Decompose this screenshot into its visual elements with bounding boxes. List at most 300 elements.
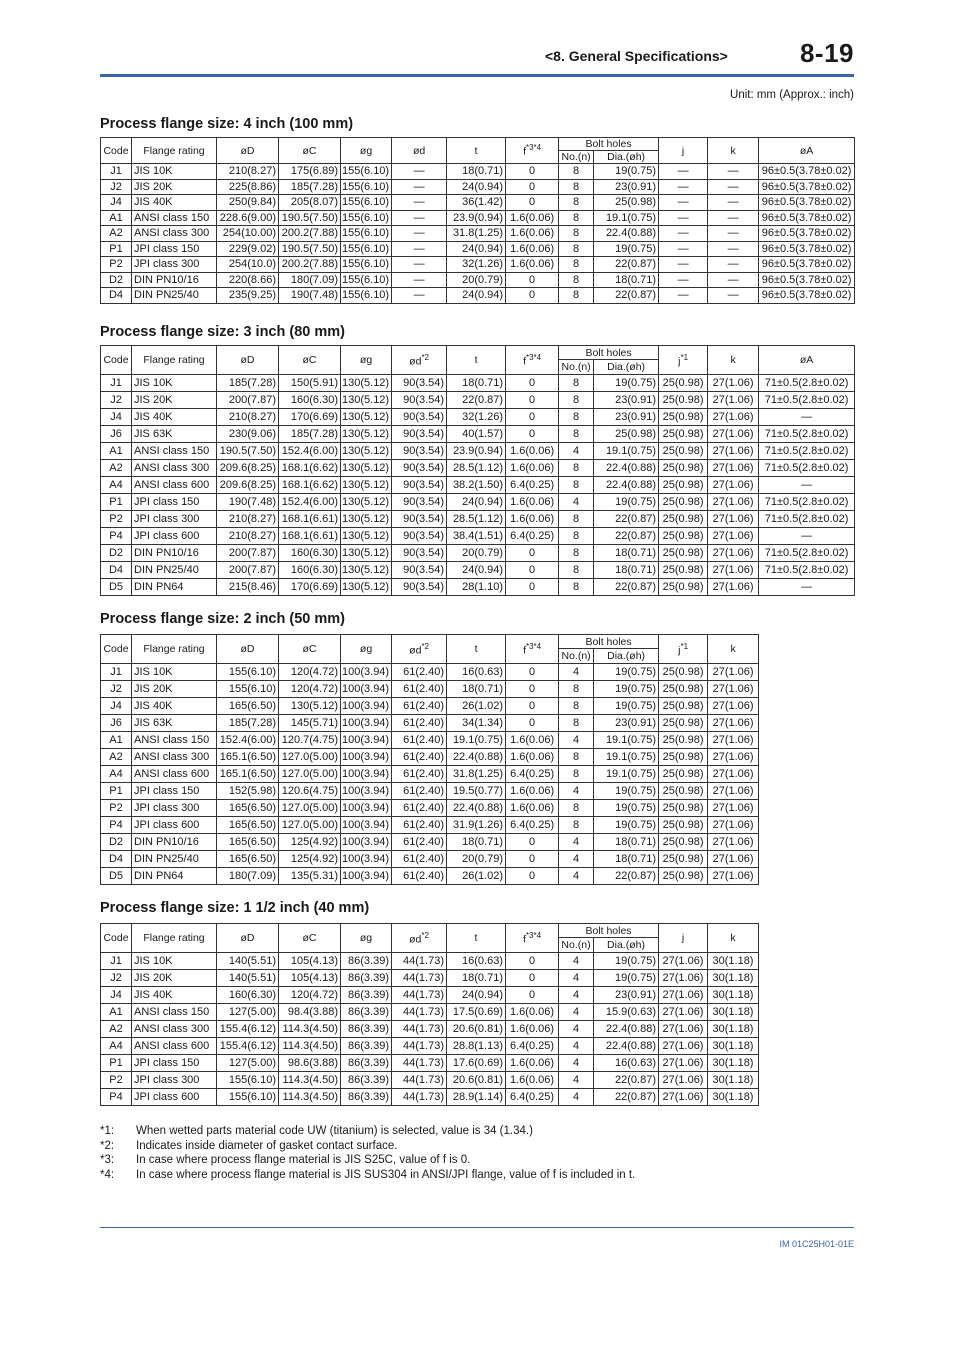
value-cell: 44(1.73) (392, 1055, 447, 1072)
value-cell: 19(0.75) (594, 494, 659, 511)
value-cell: 1.6(0.06) (506, 226, 559, 242)
value-cell: 86(3.39) (341, 1089, 392, 1106)
value-cell: 155(6.10) (341, 226, 392, 242)
footnotes (100, 1124, 635, 1182)
value-cell: 130(5.12) (341, 579, 392, 596)
value-cell: 27(1.06) (659, 1072, 708, 1089)
value-cell: 4 (559, 783, 594, 800)
value-cell: 8 (559, 528, 594, 545)
value-cell: 8 (559, 817, 594, 834)
flange-rating-cell: JPI class 600 (132, 817, 217, 834)
header-f: $f^{*3*4}$ (506, 346, 559, 375)
value-cell: 25(0.98) (659, 511, 708, 528)
value-cell: 30(1.18) (708, 1089, 759, 1106)
flange-rating-cell: ANSI class 150 (132, 1004, 217, 1021)
value-cell: 25(0.98) (659, 409, 708, 426)
value-cell: 155(6.10) (217, 1072, 279, 1089)
value-cell: 8 (559, 477, 594, 494)
value-cell: 27(1.06) (708, 681, 759, 698)
value-cell: 130(5.12) (341, 375, 392, 392)
value-cell: 19(0.75) (594, 164, 659, 180)
value-cell: 0 (506, 953, 559, 970)
value-cell: 8 (559, 766, 594, 783)
flange-rating-cell: ANSI class 300 (132, 1021, 217, 1038)
value-cell: 100(3.94) (341, 851, 392, 868)
value-cell: 114.3(4.50) (279, 1089, 341, 1106)
value-cell: 90(3.54) (392, 460, 447, 477)
header-t: t (447, 924, 506, 953)
flange-rating-cell: JPI class 600 (132, 1089, 217, 1106)
value-cell: 190.5(7.50) (217, 443, 279, 460)
header-bolt-no: No.(n) (559, 938, 594, 953)
value-cell: — (708, 257, 759, 273)
header-og: øg (341, 924, 392, 953)
value-cell: 130(5.12) (341, 443, 392, 460)
value-cell: 27(1.06) (708, 545, 759, 562)
flange-rating-cell: DIN PN10/16 (132, 272, 217, 288)
value-cell: 190.5(7.50) (279, 241, 341, 257)
value-cell: 30(1.18) (708, 1004, 759, 1021)
code-cell: A2 (101, 749, 132, 766)
table-row (101, 1038, 759, 1055)
value-cell: 27(1.06) (708, 477, 759, 494)
header-bolt-holes: Bolt holes (559, 924, 659, 938)
value-cell: 168.1(6.61) (279, 511, 341, 528)
value-cell: 18(0.71) (447, 970, 506, 987)
code-cell: D5 (101, 868, 132, 885)
value-cell: 228.6(9.00) (217, 210, 279, 226)
value-cell: 96±0.5(3.78±0.02) (759, 272, 855, 288)
value-cell: 28(1.10) (447, 579, 506, 596)
code-cell: D5 (101, 579, 132, 596)
header-code: Code (101, 635, 132, 664)
flange-rating-cell: JIS 20K (132, 392, 217, 409)
value-cell: 71±0.5(2.8±0.02) (759, 494, 855, 511)
value-cell: 22(0.87) (447, 392, 506, 409)
value-cell: 100(3.94) (341, 766, 392, 783)
value-cell: 30(1.18) (708, 1055, 759, 1072)
value-cell: 25(0.98) (659, 834, 708, 851)
value-cell: 1.6(0.06) (506, 1072, 559, 1089)
value-cell: 27(1.06) (708, 732, 759, 749)
value-cell: 8 (559, 257, 594, 273)
value-cell: 127.0(5.00) (279, 817, 341, 834)
value-cell: 130(5.12) (279, 698, 341, 715)
value-cell: 114.3(4.50) (279, 1072, 341, 1089)
value-cell: 19.1(0.75) (594, 749, 659, 766)
value-cell: 22(0.87) (594, 579, 659, 596)
value-cell: 24(0.94) (447, 288, 506, 304)
value-cell: 200(7.87) (217, 392, 279, 409)
value-cell: — (659, 272, 708, 288)
value-cell: 155(6.10) (341, 164, 392, 180)
value-cell: 22(0.87) (594, 1072, 659, 1089)
value-cell: 130(5.12) (341, 528, 392, 545)
value-cell: 27(1.06) (659, 1055, 708, 1072)
value-cell: — (392, 288, 447, 304)
value-cell: 22(0.87) (594, 511, 659, 528)
value-cell: 27(1.06) (708, 868, 759, 885)
code-cell: J1 (101, 164, 132, 180)
value-cell: 0 (506, 715, 559, 732)
code-cell: D2 (101, 834, 132, 851)
value-cell: 6.4(0.25) (506, 477, 559, 494)
value-cell: 130(5.12) (341, 426, 392, 443)
value-cell: 1.6(0.06) (506, 1021, 559, 1038)
value-cell: 22.4(0.88) (594, 1021, 659, 1038)
value-cell: 28.5(1.12) (447, 460, 506, 477)
value-cell: 61(2.40) (392, 817, 447, 834)
table-row (101, 732, 759, 749)
value-cell: 8 (559, 241, 594, 257)
value-cell: 209.6(8.25) (217, 477, 279, 494)
footnote-mark: *3: (100, 1154, 115, 1166)
value-cell: 8 (559, 698, 594, 715)
value-cell: 168.1(6.61) (279, 528, 341, 545)
value-cell: 0 (506, 851, 559, 868)
header-oC: øC (279, 138, 341, 164)
value-cell: 135(5.31) (279, 868, 341, 885)
value-cell: 1.6(0.06) (506, 241, 559, 257)
value-cell: 96±0.5(3.78±0.02) (759, 288, 855, 304)
value-cell: 27(1.06) (708, 375, 759, 392)
value-cell: 23(0.91) (594, 987, 659, 1004)
value-cell: — (659, 210, 708, 226)
value-cell: 32(1.26) (447, 257, 506, 273)
value-cell: 235(9.25) (217, 288, 279, 304)
table-row (101, 749, 759, 766)
value-cell: 8 (559, 375, 594, 392)
value-cell: 210(8.27) (217, 528, 279, 545)
value-cell: — (392, 210, 447, 226)
flange-rating-cell: DIN PN10/16 (132, 545, 217, 562)
value-cell: 27(1.06) (659, 1038, 708, 1055)
table-row (101, 715, 759, 732)
value-cell: 44(1.73) (392, 1038, 447, 1055)
code-cell: J2 (101, 970, 132, 987)
value-cell: 23.9(0.94) (447, 443, 506, 460)
header-od: $ød^{*2}$ (392, 924, 447, 953)
footnote-mark: *4: (100, 1168, 115, 1181)
header-og: øg (341, 635, 392, 664)
code-cell: A1 (101, 1004, 132, 1021)
value-cell: — (759, 579, 855, 596)
header-bolt-no: No.(n) (559, 360, 594, 375)
value-cell: 18(0.71) (447, 834, 506, 851)
flange-table-2inch (100, 634, 759, 885)
footer-rule (100, 1227, 854, 1228)
value-cell: — (659, 226, 708, 242)
value-cell: 27(1.06) (708, 579, 759, 596)
value-cell: 155.4(6.12) (217, 1038, 279, 1055)
header-oD: øD (217, 346, 279, 375)
value-cell: 25(0.98) (659, 528, 708, 545)
value-cell: 86(3.39) (341, 1072, 392, 1089)
value-cell: 71±0.5(2.8±0.02) (759, 426, 855, 443)
value-cell: 8 (559, 392, 594, 409)
value-cell: 30(1.18) (708, 1038, 759, 1055)
value-cell: 38.2(1.50) (447, 477, 506, 494)
flange-rating-cell: ANSI class 150 (132, 210, 217, 226)
header-f: $f^{*3*4}$ (506, 635, 559, 664)
header-og: øg (341, 138, 392, 164)
table-row (101, 272, 855, 288)
value-cell: — (659, 164, 708, 180)
table-row (101, 817, 759, 834)
value-cell: 96±0.5(3.78±0.02) (759, 226, 855, 242)
value-cell: 150(5.91) (279, 375, 341, 392)
value-cell: 24(0.94) (447, 987, 506, 1004)
header-bolt-no: No.(n) (559, 649, 594, 664)
value-cell: 27(1.06) (708, 443, 759, 460)
code-cell: J2 (101, 392, 132, 409)
value-cell: 210(8.27) (217, 511, 279, 528)
value-cell: 86(3.39) (341, 970, 392, 987)
table-row (101, 288, 855, 304)
value-cell: 22.4(0.88) (594, 226, 659, 242)
value-cell: 23.9(0.94) (447, 210, 506, 226)
footnote-4 (100, 1168, 635, 1183)
value-cell: — (392, 179, 447, 195)
value-cell: 19(0.75) (594, 375, 659, 392)
table-row (101, 579, 855, 596)
value-cell: 90(3.54) (392, 409, 447, 426)
value-cell: 27(1.06) (659, 1089, 708, 1106)
value-cell: 155(6.10) (341, 257, 392, 273)
value-cell: 98.4(3.88) (279, 1004, 341, 1021)
value-cell: 90(3.54) (392, 477, 447, 494)
value-cell: 8 (559, 409, 594, 426)
footnote-text: In case where process flange material is JIS SUS304 in ANSI/JPI flange, value of f is included in t. (136, 1168, 636, 1181)
value-cell: 180(7.09) (279, 272, 341, 288)
code-cell: A1 (101, 443, 132, 460)
value-cell: 125(4.92) (279, 834, 341, 851)
value-cell: 19.1(0.75) (594, 766, 659, 783)
value-cell: 140(5.51) (217, 953, 279, 970)
table-row (101, 477, 855, 494)
flange-rating-cell: ANSI class 150 (132, 443, 217, 460)
flange-rating-cell: JIS 10K (132, 953, 217, 970)
flange-rating-cell: JPI class 300 (132, 1072, 217, 1089)
value-cell: 152(5.98) (217, 783, 279, 800)
header-oC: øC (279, 635, 341, 664)
value-cell: 4 (559, 868, 594, 885)
value-cell: — (392, 241, 447, 257)
value-cell: 18(0.71) (447, 681, 506, 698)
table-row (101, 766, 759, 783)
value-cell: — (392, 195, 447, 211)
value-cell: 18(0.71) (594, 851, 659, 868)
value-cell: — (392, 164, 447, 180)
value-cell: 4 (559, 953, 594, 970)
value-cell: 19(0.75) (594, 681, 659, 698)
table-row (101, 511, 855, 528)
table-row (101, 953, 759, 970)
header-j: $j^{*1}$ (659, 346, 708, 375)
value-cell: 220(8.66) (217, 272, 279, 288)
code-cell: P2 (101, 511, 132, 528)
value-cell: 22.4(0.88) (594, 460, 659, 477)
value-cell: 155(6.10) (341, 179, 392, 195)
value-cell: 44(1.73) (392, 1021, 447, 1038)
value-cell: 30(1.18) (708, 1072, 759, 1089)
value-cell: 18(0.71) (594, 545, 659, 562)
value-cell: 96±0.5(3.78±0.02) (759, 179, 855, 195)
value-cell: 27(1.06) (708, 409, 759, 426)
value-cell: 100(3.94) (341, 681, 392, 698)
table-row (101, 164, 855, 180)
value-cell: 27(1.06) (708, 783, 759, 800)
value-cell: 0 (506, 195, 559, 211)
value-cell: 185(7.28) (217, 715, 279, 732)
value-cell: 1.6(0.06) (506, 800, 559, 817)
table-row (101, 409, 855, 426)
flange-rating-cell: JPI class 150 (132, 494, 217, 511)
value-cell: 254(10.0) (217, 257, 279, 273)
value-cell: 155.4(6.12) (217, 1021, 279, 1038)
flange-rating-cell: JIS 10K (132, 664, 217, 681)
code-cell: J4 (101, 987, 132, 1004)
table-row (101, 257, 855, 273)
value-cell: 1.6(0.06) (506, 494, 559, 511)
value-cell: 8 (559, 288, 594, 304)
value-cell: 27(1.06) (708, 766, 759, 783)
value-cell: 25(0.98) (659, 460, 708, 477)
value-cell: 19(0.75) (594, 241, 659, 257)
header-og: øg (341, 346, 392, 375)
value-cell: 0 (506, 987, 559, 1004)
value-cell: 0 (506, 545, 559, 562)
value-cell: — (708, 272, 759, 288)
flange-rating-cell: JPI class 300 (132, 257, 217, 273)
value-cell: 8 (559, 179, 594, 195)
value-cell: 26(1.02) (447, 698, 506, 715)
value-cell: 25(0.98) (659, 426, 708, 443)
value-cell: 120(4.72) (279, 987, 341, 1004)
value-cell: 8 (559, 715, 594, 732)
footnote-mark: *1: (100, 1125, 115, 1137)
value-cell: 27(1.06) (708, 749, 759, 766)
header-k: k (708, 138, 759, 164)
value-cell: 96±0.5(3.78±0.02) (759, 241, 855, 257)
value-cell: 30(1.18) (708, 953, 759, 970)
value-cell: — (659, 195, 708, 211)
value-cell: 25(0.98) (659, 715, 708, 732)
value-cell: 32(1.26) (447, 409, 506, 426)
value-cell: 4 (559, 834, 594, 851)
value-cell: 0 (506, 272, 559, 288)
value-cell: 100(3.94) (341, 783, 392, 800)
value-cell: 25(0.98) (659, 562, 708, 579)
value-cell: 210(8.27) (217, 164, 279, 180)
value-cell: 23(0.91) (594, 179, 659, 195)
value-cell: 25(0.98) (659, 817, 708, 834)
table-row (101, 1055, 759, 1072)
value-cell: 130(5.12) (341, 392, 392, 409)
flange-rating-cell: JIS 40K (132, 409, 217, 426)
footnote-1 (100, 1124, 635, 1139)
header-oD: øD (217, 924, 279, 953)
value-cell: 100(3.94) (341, 834, 392, 851)
value-cell: 8 (559, 426, 594, 443)
header-t: t (447, 346, 506, 375)
value-cell: 20.6(0.81) (447, 1072, 506, 1089)
value-cell: 61(2.40) (392, 664, 447, 681)
value-cell: 130(5.12) (341, 409, 392, 426)
value-cell: 1.6(0.06) (506, 1004, 559, 1021)
value-cell: 23(0.91) (594, 392, 659, 409)
value-cell: 61(2.40) (392, 834, 447, 851)
table-row (101, 426, 855, 443)
value-cell: 1.6(0.06) (506, 783, 559, 800)
value-cell: 90(3.54) (392, 562, 447, 579)
value-cell: 130(5.12) (341, 562, 392, 579)
code-cell: J4 (101, 409, 132, 426)
value-cell: 86(3.39) (341, 1055, 392, 1072)
value-cell: 190(7.48) (217, 494, 279, 511)
value-cell: 0 (506, 375, 559, 392)
table-row (101, 783, 759, 800)
value-cell: 155(6.10) (341, 272, 392, 288)
header-code: Code (101, 924, 132, 953)
value-cell: 165(6.50) (217, 817, 279, 834)
value-cell: — (708, 179, 759, 195)
header-flange-rating: Flange rating (132, 346, 217, 375)
value-cell: 155(6.10) (341, 195, 392, 211)
value-cell: 20.6(0.81) (447, 1021, 506, 1038)
code-cell: J4 (101, 698, 132, 715)
value-cell: 61(2.40) (392, 681, 447, 698)
value-cell: 20(0.79) (447, 851, 506, 868)
flange-rating-cell: ANSI class 300 (132, 460, 217, 477)
table-row (101, 800, 759, 817)
value-cell: 1.6(0.06) (506, 732, 559, 749)
value-cell: 25(0.98) (659, 579, 708, 596)
value-cell: 4 (559, 1004, 594, 1021)
header-t: t (447, 138, 506, 164)
value-cell: 25(0.98) (659, 851, 708, 868)
value-cell: 155(6.10) (341, 241, 392, 257)
value-cell: — (759, 409, 855, 426)
section-title-3inch: Process flange size: 3 inch (80 mm) (100, 324, 345, 340)
header-bolt-dia: Dia.(øh) (594, 151, 659, 164)
value-cell: 16(0.63) (594, 1055, 659, 1072)
code-cell: D2 (101, 545, 132, 562)
value-cell: 18(0.71) (594, 834, 659, 851)
flange-rating-cell: JIS 20K (132, 970, 217, 987)
value-cell: 6.4(0.25) (506, 817, 559, 834)
value-cell: 25(0.98) (594, 426, 659, 443)
code-cell: A4 (101, 766, 132, 783)
value-cell: 4 (559, 1072, 594, 1089)
flange-rating-cell: DIN PN64 (132, 868, 217, 885)
code-cell: P4 (101, 528, 132, 545)
header-j: j (659, 924, 708, 953)
value-cell: 165(6.50) (217, 851, 279, 868)
value-cell: 86(3.39) (341, 953, 392, 970)
value-cell: 105(4.13) (279, 953, 341, 970)
value-cell: 209.6(8.25) (217, 460, 279, 477)
value-cell: 152.4(6.00) (217, 732, 279, 749)
value-cell: 140(5.51) (217, 970, 279, 987)
value-cell: 4 (559, 1089, 594, 1106)
value-cell: 165.1(6.50) (217, 766, 279, 783)
value-cell: 90(3.54) (392, 375, 447, 392)
value-cell: 27(1.06) (708, 494, 759, 511)
value-cell: 8 (559, 226, 594, 242)
value-cell: 86(3.39) (341, 1004, 392, 1021)
value-cell: 27(1.06) (659, 970, 708, 987)
